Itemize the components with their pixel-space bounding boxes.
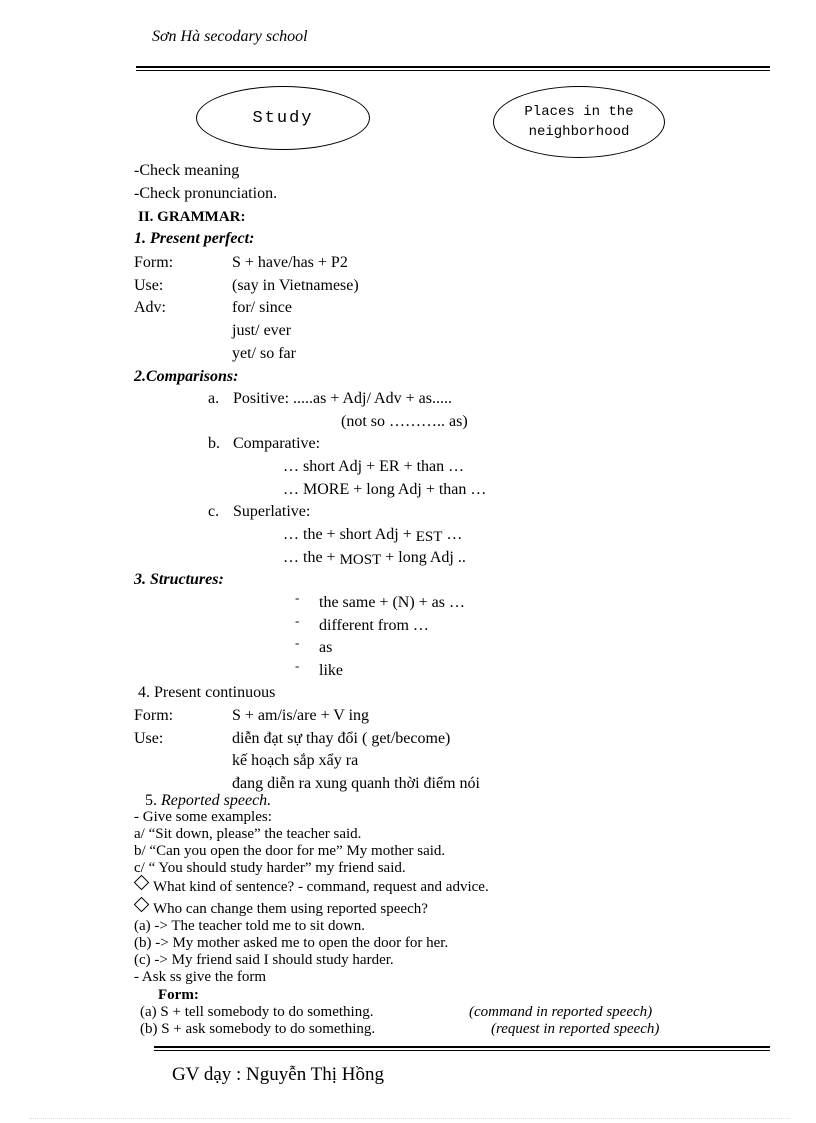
- question-change: Who can change them using reported speech?: [136, 901, 428, 918]
- pc-use-label: Use:: [134, 730, 164, 747]
- pp-use-label: Use:: [134, 277, 164, 294]
- pp-use-value: (say in Vietnamese): [232, 277, 359, 294]
- pp-adv-label: Adv:: [134, 299, 166, 316]
- comp-b-label: b.: [208, 435, 220, 452]
- comp-c-label: c.: [208, 503, 220, 520]
- comp-c-text: Superlative:: [233, 503, 311, 520]
- page-edge: [30, 1118, 790, 1119]
- form-a: (a) S + tell somebody to do something.: [140, 1004, 374, 1020]
- comp-c-line1: … the + short Adj + EST …: [283, 526, 463, 545]
- structure-bullet: -: [295, 658, 300, 673]
- reported-line: c/ “ You should study harder” my friend said.: [134, 860, 406, 876]
- places-bubble-line1: Places in the: [524, 104, 634, 120]
- header-rule: [136, 66, 770, 68]
- answer-line: - Ask ss give the form: [134, 969, 267, 985]
- pc-use-1: diễn đạt sự thay đổi ( get/become): [232, 730, 451, 747]
- check-pronunciation: -Check pronunciation.: [134, 185, 278, 202]
- reported-title: 5. Reported speech.: [145, 792, 272, 809]
- diamond-bullet-icon: [134, 875, 150, 891]
- present-continuous-title: 4. Present continuous: [138, 684, 276, 701]
- pp-adv-2: just/ ever: [232, 322, 292, 339]
- form-b: (b) S + ask somebody to do something.: [140, 1021, 376, 1037]
- reported-answers: [134, 918, 448, 986]
- places-bubble-line2: neighborhood: [528, 124, 630, 140]
- places-bubble: [493, 86, 665, 158]
- structures-title: 3. Structures:: [134, 571, 224, 588]
- pp-form-label: Form:: [134, 254, 174, 271]
- teacher-name: GV dạy : Nguyễn Thị Hồng: [172, 1064, 384, 1085]
- study-bubble: [196, 86, 370, 150]
- reported-line: - Give some examples:: [134, 809, 272, 825]
- school-name: Sơn Hà secodary school: [152, 28, 308, 45]
- diamond-bullet-icon: [134, 897, 150, 913]
- answer-line: (a) -> The teacher told me to sit down.: [134, 918, 366, 934]
- pc-form-value: S + am/is/are + V ing: [232, 707, 370, 724]
- comp-b-line1: … short Adj + ER + than …: [283, 458, 465, 475]
- header-rule-thin: [136, 70, 770, 71]
- comp-b-line2: … MORE + long Adj + than …: [283, 481, 487, 498]
- pp-adv-1: for/ since: [232, 299, 292, 316]
- grammar-title: II. GRAMMAR:: [138, 209, 246, 225]
- comp-b-text: Comparative:: [233, 435, 321, 452]
- study-bubble-label: Study: [252, 108, 314, 128]
- form-title: Form:: [158, 987, 199, 1003]
- form-b-note: (request in reported speech): [491, 1021, 660, 1037]
- footer-rule: [154, 1046, 770, 1048]
- comp-a-sub: (not so ……….. as): [341, 413, 468, 430]
- answer-line: (b) -> My mother asked me to open the door for her.: [134, 935, 449, 951]
- reported-line: b/ “Can you open the door for me” My mother said.: [134, 843, 446, 859]
- structure-bullet: -: [295, 613, 300, 628]
- comp-c-line2: … the + MOST + long Adj ..: [283, 549, 466, 568]
- structure-item-2: different from …: [319, 617, 429, 634]
- question-kind: What kind of sentence? - command, request and advice.: [136, 879, 489, 896]
- form-a-note: (command in reported speech): [469, 1004, 653, 1020]
- reported-line: a/ “Sit down, please” the teacher said.: [134, 826, 362, 842]
- answer-line: (c) -> My friend said I should study harder.: [134, 952, 394, 968]
- comp-a-label: a.: [208, 390, 220, 407]
- reported-examples: [134, 809, 445, 877]
- present-perfect-title: 1. Present perfect:: [134, 230, 255, 247]
- pc-use-2: kế hoạch sắp xẩy ra: [232, 752, 359, 769]
- structure-bullet: -: [295, 635, 300, 650]
- structure-item-4: like: [319, 662, 343, 679]
- structure-bullet: -: [295, 590, 300, 605]
- structure-item-3: as: [319, 639, 333, 656]
- pc-use-3: đang diễn ra xung quanh thời điểm nói: [232, 775, 480, 792]
- comparisons-title: 2.Comparisons:: [134, 368, 239, 385]
- structure-item-1: the same + (N) + as …: [319, 594, 466, 611]
- pp-form-value: S + have/has + P2: [232, 254, 348, 271]
- footer-rule-thin: [154, 1050, 770, 1051]
- comp-a-text: Positive: .....as + Adj/ Adv + as.....: [233, 390, 452, 407]
- pc-form-label: Form:: [134, 707, 174, 724]
- pp-adv-3: yet/ so far: [232, 345, 296, 362]
- check-meaning: -Check meaning: [134, 162, 240, 179]
